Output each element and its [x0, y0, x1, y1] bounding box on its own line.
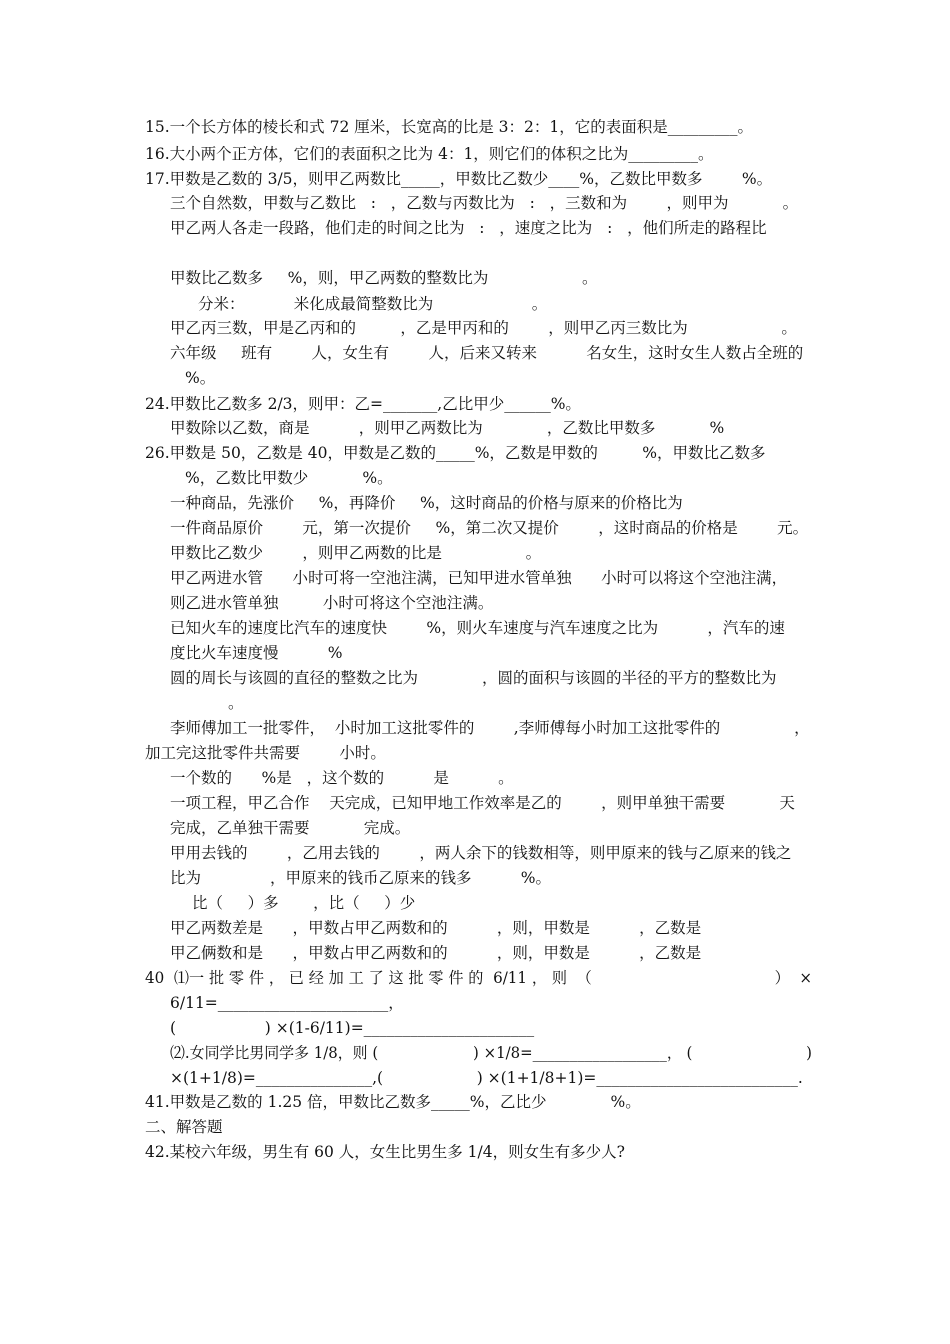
question-41: 41.甲数是乙数的 1.25 倍，甲数比乙数多_____%，乙比少 %。 — [145, 1093, 641, 1111]
question-19: 甲乙两人各走一段路，他们走的时间之比为 : ，速度之比为 : ，他们所走的路程比 — [170, 219, 767, 237]
question-29: 甲数比乙数少 ，则甲乙两数的比是 。 — [170, 544, 542, 562]
question-40-line3: ( ) ×(1-6/11)=______________________ — [170, 1019, 535, 1037]
question-39: 甲乙俩数和是 ，甲数占甲乙两数和的 ，则，甲数是 ，乙数是 — [170, 944, 702, 962]
question-27: 一种商品，先涨价 %，再降价 %，这时商品的价格与原来的价格比为 — [170, 494, 683, 512]
question-22: 甲乙丙三数，甲是乙丙和的 ，乙是甲丙和的 ，则甲乙丙三数比为 。 — [170, 319, 797, 337]
question-40-part2: ⑵.女同学比男同学多 1/8，则 ( ) ×1/8=__________________， ( ) — [170, 1044, 812, 1062]
question-23-cont: %。 — [185, 369, 216, 387]
question-30-cont: 则乙进水管单独 小时可将这个空池注满。 — [170, 594, 494, 612]
question-35: 一项工程，甲乙合作 天完成，已知甲地工作效率是乙的 ，则甲单独干需要 天 — [170, 794, 795, 812]
question-33-cont: 加工完这批零件共需要 小时。 — [145, 744, 386, 762]
question-37: 比（ ）多 ，比（ ）少 — [192, 894, 416, 912]
question-25: 甲数除以乙数，商是 ，则甲乙两数比为 ，乙数比甲数多 % — [170, 419, 725, 437]
section-heading: 二、解答题 — [145, 1118, 223, 1136]
question-42: 42.某校六年级，男生有 60 人，女生比男生多 1/4，则女生有多少人? — [145, 1143, 625, 1161]
question-26: 26.甲数是 50，乙数是 40，甲数是乙数的_____%，乙数是甲数的 %，甲数比乙数多 — [145, 444, 766, 462]
question-32-cont: 。 — [228, 694, 244, 712]
question-20: 甲数比乙数多 %，则，甲乙两数的整数比为 。 — [170, 269, 598, 287]
question-40: 40 ⑴一 批 零 件 ， 已 经 加 工 了 这 批 零 件 的 6/11 ， 则 （ ） × — [145, 969, 813, 987]
question-40-line2: 6/11=______________________， — [170, 994, 404, 1012]
question-35-cont: 完成，乙单独干需要 完成。 — [170, 819, 411, 837]
question-34: 一个数的 %是 ，这个数的 是 。 — [170, 769, 514, 787]
question-31-cont: 度比火车速度慢 % — [170, 644, 343, 662]
question-26-cont: %，乙数比甲数少 %。 — [185, 469, 393, 487]
question-30: 甲乙两进水管 小时可将一空池注满，已知甲进水管单独 小时可以将这个空池注满， — [170, 569, 788, 587]
question-18: 三个自然数，甲数与乙数比 : ，乙数与丙数比为 : ，三数和为 ，则甲为 。 — [170, 194, 799, 212]
question-31: 已知火车的速度比汽车的速度快 %，则火车速度与汽车速度之比为 ，汽车的速 — [170, 619, 785, 637]
question-40-part2-cont: ×(1+1/8)=_______________,( ) ×(1+1/8+1)=__________________________. — [170, 1069, 803, 1087]
question-17: 17.甲数是乙数的 3/5，则甲乙两数比_____，甲数比乙数少____%，乙数比甲数多 %。 — [145, 170, 773, 188]
question-23: 六年级 班有 人，女生有 人，后来又转来 名女生，这时女生人数占全班的 — [170, 344, 804, 362]
question-28: 一件商品原价 元，第一次提价 %，第二次又提价 ，这时商品的价格是 元。 — [170, 519, 809, 537]
question-33: 李师傅加工一批零件， 小时加工这批零件的 ,李师傅每小时加工这批零件的 ， — [170, 719, 810, 737]
question-36: 甲用去钱的 ，乙用去钱的 ，两人余下的钱数相等，则甲原来的钱与乙原来的钱之 — [170, 844, 792, 862]
question-15: 15.一个长方体的棱长和式 72 厘米，长宽高的比是 3：2：1，它的表面积是_________。 — [145, 118, 753, 136]
question-16: 16.大小两个正方体，它们的表面积之比为 4：1，则它们的体积之比为_________。 — [145, 145, 714, 163]
question-38: 甲乙两数差是 ，甲数占甲乙两数和的 ，则，甲数是 ，乙数是 — [170, 919, 702, 937]
question-21: 分米： 米化成最简整数比为 。 — [198, 295, 548, 313]
question-32: 圆的周长与该圆的直径的整数之比为 ，圆的面积与该圆的半径的平方的整数比为 — [170, 669, 777, 687]
question-24: 24.甲数比乙数多 2/3，则甲：乙=_______,乙比甲少______%。 — [145, 395, 581, 413]
question-36-cont: 比为 ，甲原来的钱币乙原来的钱多 %。 — [170, 869, 551, 887]
